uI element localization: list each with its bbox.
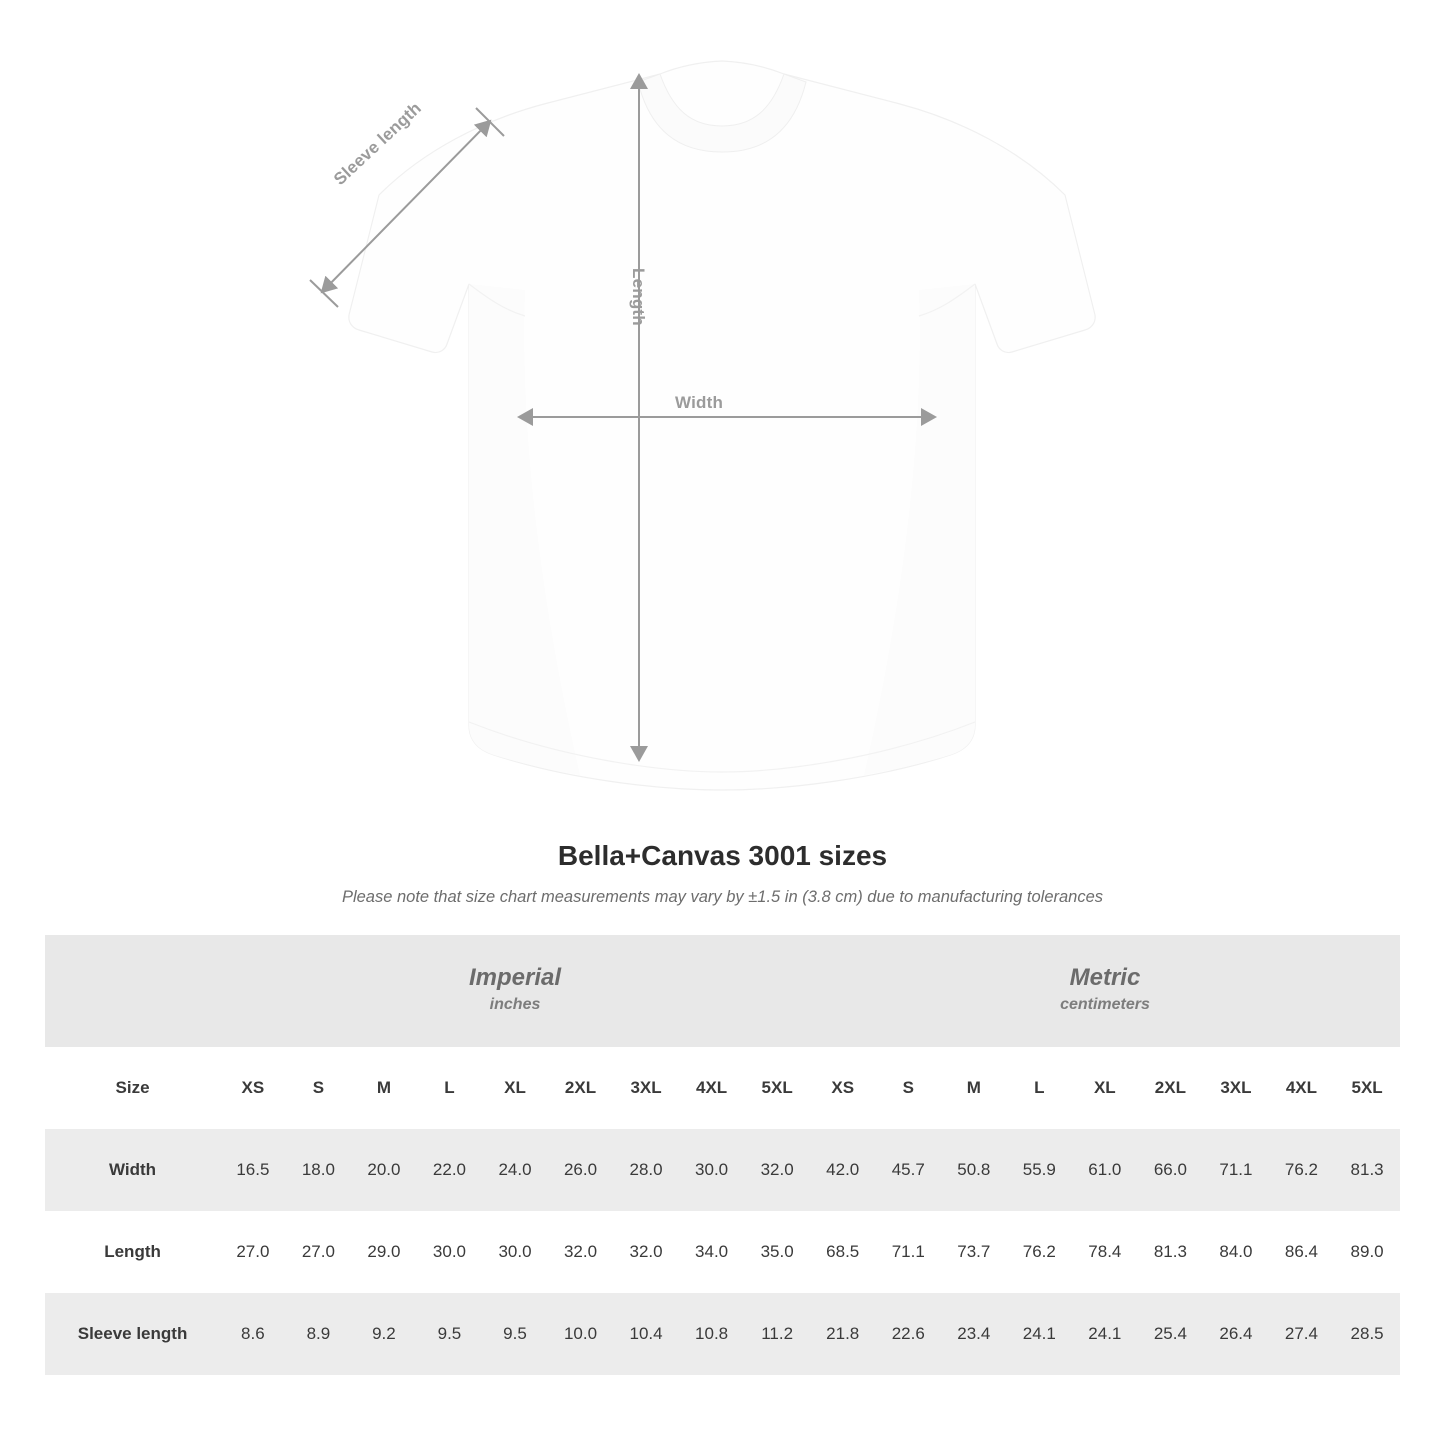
size-header-cell: XL (1072, 1047, 1138, 1129)
table-cell: 24.1 (1072, 1293, 1138, 1375)
size-chart-table-wrap (0, 935, 1445, 1375)
size-header-cell: XS (810, 1047, 876, 1129)
unit-system-header-row (45, 935, 1400, 1047)
table-cell: 78.4 (1072, 1211, 1138, 1293)
unit-system-metric (810, 935, 1400, 1047)
table-cell: 34.0 (679, 1211, 745, 1293)
size-header-cell: L (1007, 1047, 1073, 1129)
table-cell: 28.0 (613, 1129, 679, 1211)
table-cell: 10.0 (548, 1293, 614, 1375)
size-header-cell: S (286, 1047, 352, 1129)
unit-system-imperial (220, 935, 810, 1047)
size-header-cell: L (417, 1047, 483, 1129)
table-cell: 71.1 (1203, 1129, 1269, 1211)
unit-system-imperial-unit: inches (489, 996, 541, 1013)
unit-system-metric-name: Metric (1069, 964, 1141, 992)
table-cell: 26.4 (1203, 1293, 1269, 1375)
row-label-sleeve-length: Sleeve length (45, 1293, 220, 1375)
table-cell: 27.0 (220, 1211, 286, 1293)
title-block (0, 840, 1445, 907)
table-cell: 55.9 (1007, 1129, 1073, 1211)
table-cell: 22.6 (875, 1293, 941, 1375)
table-cell: 30.0 (417, 1211, 483, 1293)
size-header-cell: 2XL (1138, 1047, 1204, 1129)
size-header-cell: 3XL (613, 1047, 679, 1129)
row-label-length: Length (45, 1211, 220, 1293)
table-cell: 27.0 (286, 1211, 352, 1293)
table-cell: 16.5 (220, 1129, 286, 1211)
table-cell: 76.2 (1269, 1129, 1335, 1211)
table-cell: 24.0 (482, 1129, 548, 1211)
table-cell: 22.0 (417, 1129, 483, 1211)
table-cell: 10.8 (679, 1293, 745, 1375)
table-cell: 21.8 (810, 1293, 876, 1375)
table-cell: 32.0 (744, 1129, 810, 1211)
page-title: Bella+Canvas 3001 sizes (557, 840, 888, 871)
size-header-cell: S (875, 1047, 941, 1129)
table-cell: 35.0 (744, 1211, 810, 1293)
size-header-row (45, 1047, 1400, 1129)
table-cell: 66.0 (1138, 1129, 1204, 1211)
size-chart-table (45, 935, 1400, 1375)
table-cell: 45.7 (875, 1129, 941, 1211)
size-header-cell: XL (482, 1047, 548, 1129)
table-cell: 89.0 (1334, 1211, 1400, 1293)
table-cell: 25.4 (1138, 1293, 1204, 1375)
table-cell: 26.0 (548, 1129, 614, 1211)
row-label-width: Width (45, 1129, 220, 1211)
table-cell: 50.8 (941, 1129, 1007, 1211)
table-cell: 23.4 (941, 1293, 1007, 1375)
table-row (45, 1129, 1400, 1211)
size-header-cell: 5XL (744, 1047, 810, 1129)
size-header-cell: 4XL (679, 1047, 745, 1129)
table-cell: 42.0 (810, 1129, 876, 1211)
table-cell: 68.5 (810, 1211, 876, 1293)
size-header-cell: 3XL (1203, 1047, 1269, 1129)
size-header-cell: XS (220, 1047, 286, 1129)
table-cell: 11.2 (744, 1293, 810, 1375)
table-cell: 61.0 (1072, 1129, 1138, 1211)
table-cell: 28.5 (1334, 1293, 1400, 1375)
tolerance-note: Please note that size chart measurements may vary by ±1.5 in (3.8 cm) due to manufacturing tolerances (341, 888, 1104, 906)
size-header-cell: 5XL (1334, 1047, 1400, 1129)
table-cell: 73.7 (941, 1211, 1007, 1293)
table-cell: 9.5 (417, 1293, 483, 1375)
table-cell: 76.2 (1007, 1211, 1073, 1293)
table-cell: 32.0 (548, 1211, 614, 1293)
table-cell: 29.0 (351, 1211, 417, 1293)
table-row (45, 1211, 1400, 1293)
size-header-cell: M (351, 1047, 417, 1129)
table-cell: 18.0 (286, 1129, 352, 1211)
table-cell: 71.1 (875, 1211, 941, 1293)
table-row (45, 1293, 1400, 1375)
table-cell: 9.2 (351, 1293, 417, 1375)
table-cell: 24.1 (1007, 1293, 1073, 1375)
table-cell: 27.4 (1269, 1293, 1335, 1375)
table-cell: 9.5 (482, 1293, 548, 1375)
size-header-cell: 2XL (548, 1047, 614, 1129)
table-cell: 32.0 (613, 1211, 679, 1293)
table-cell: 81.3 (1138, 1211, 1204, 1293)
table-cell: 30.0 (482, 1211, 548, 1293)
table-cell: 84.0 (1203, 1211, 1269, 1293)
sleeve-length-label: Sleeve length (330, 98, 426, 189)
unit-system-metric-unit: centimeters (1060, 996, 1150, 1013)
table-cell: 30.0 (679, 1129, 745, 1211)
unit-system-imperial-name: Imperial (469, 964, 562, 992)
table-cell: 20.0 (351, 1129, 417, 1211)
table-cell: 86.4 (1269, 1211, 1335, 1293)
size-header-cell: M (941, 1047, 1007, 1129)
unit-system-spacer (45, 935, 220, 1047)
size-column-header: Size (45, 1047, 220, 1129)
width-label: Width (675, 393, 724, 412)
table-cell: 8.9 (286, 1293, 352, 1375)
size-header-cell: 4XL (1269, 1047, 1335, 1129)
table-cell: 10.4 (613, 1293, 679, 1375)
shirt-shape (349, 61, 1095, 790)
table-cell: 8.6 (220, 1293, 286, 1375)
table-cell: 81.3 (1334, 1129, 1400, 1211)
length-label: Length (629, 268, 648, 326)
